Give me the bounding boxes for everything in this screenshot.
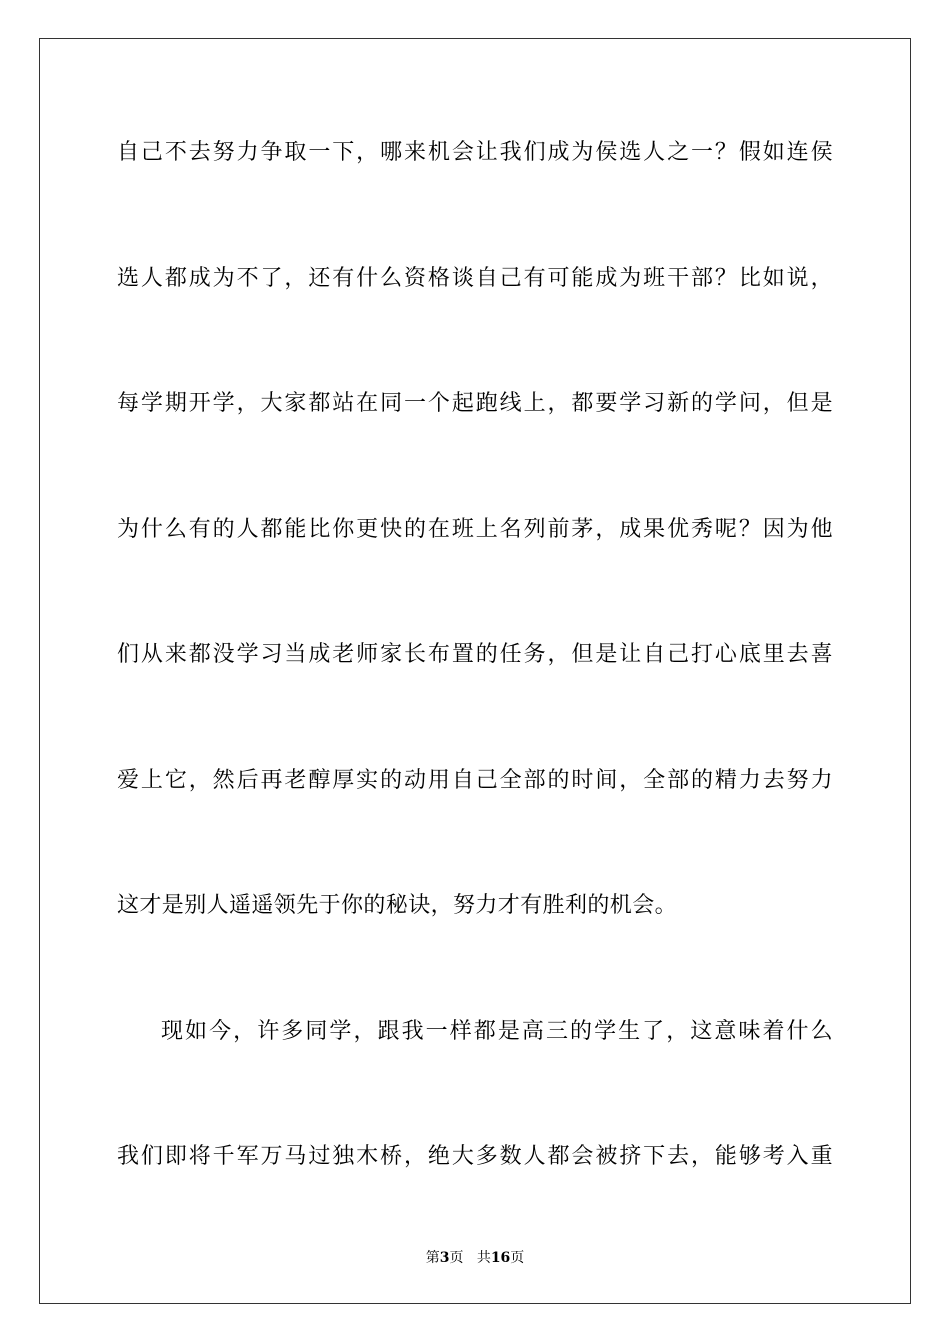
text-line-3: 每学期开学，大家都站在同一个起跑线上，都要学习新的学问，但是 [117, 391, 833, 416]
document-body [117, 131, 833, 1261]
text-line-6: 爱上它，然后再老醇厚实的动用自己全部的时间，全部的精力去努力 [117, 767, 833, 793]
text-line-5: 们从来都没学习当成老师家长布置的任务，但是让自己打心底里去喜 [117, 642, 833, 667]
text-line-1: 自己不去努力争取一下，哪来机会让我们成为侯选人之一？假如连侯 [117, 140, 833, 165]
page-footer [0, 1248, 950, 1268]
footer-page-suffix: 页 [449, 1250, 464, 1266]
footer-total-pages: 16 [490, 1250, 511, 1266]
text-line-9: 我们即将千军万马过独木桥，绝大多数人都会被挤下去，能够考入重 [117, 1144, 833, 1169]
footer-total-suffix: 页 [510, 1250, 525, 1266]
footer-current-page: 3 [439, 1250, 450, 1266]
footer-page-prefix: 第 [425, 1250, 440, 1266]
text-line-2: 选人都成为不了，还有什么资格谈自己有可能成为班干部？比如说， [117, 265, 833, 291]
footer-total-prefix: 共 [476, 1250, 491, 1266]
text-line-7: 这才是别人遥遥领先于你的秘诀，努力才有胜利的机会。 [117, 893, 678, 918]
text-line-4: 为什么有的人都能比你更快的在班上名列前茅，成果优秀呢？因为他 [117, 516, 833, 542]
text-line-8: 现如今，许多同学，跟我一样都是高三的学生了，这意味着什么 [161, 1018, 833, 1044]
